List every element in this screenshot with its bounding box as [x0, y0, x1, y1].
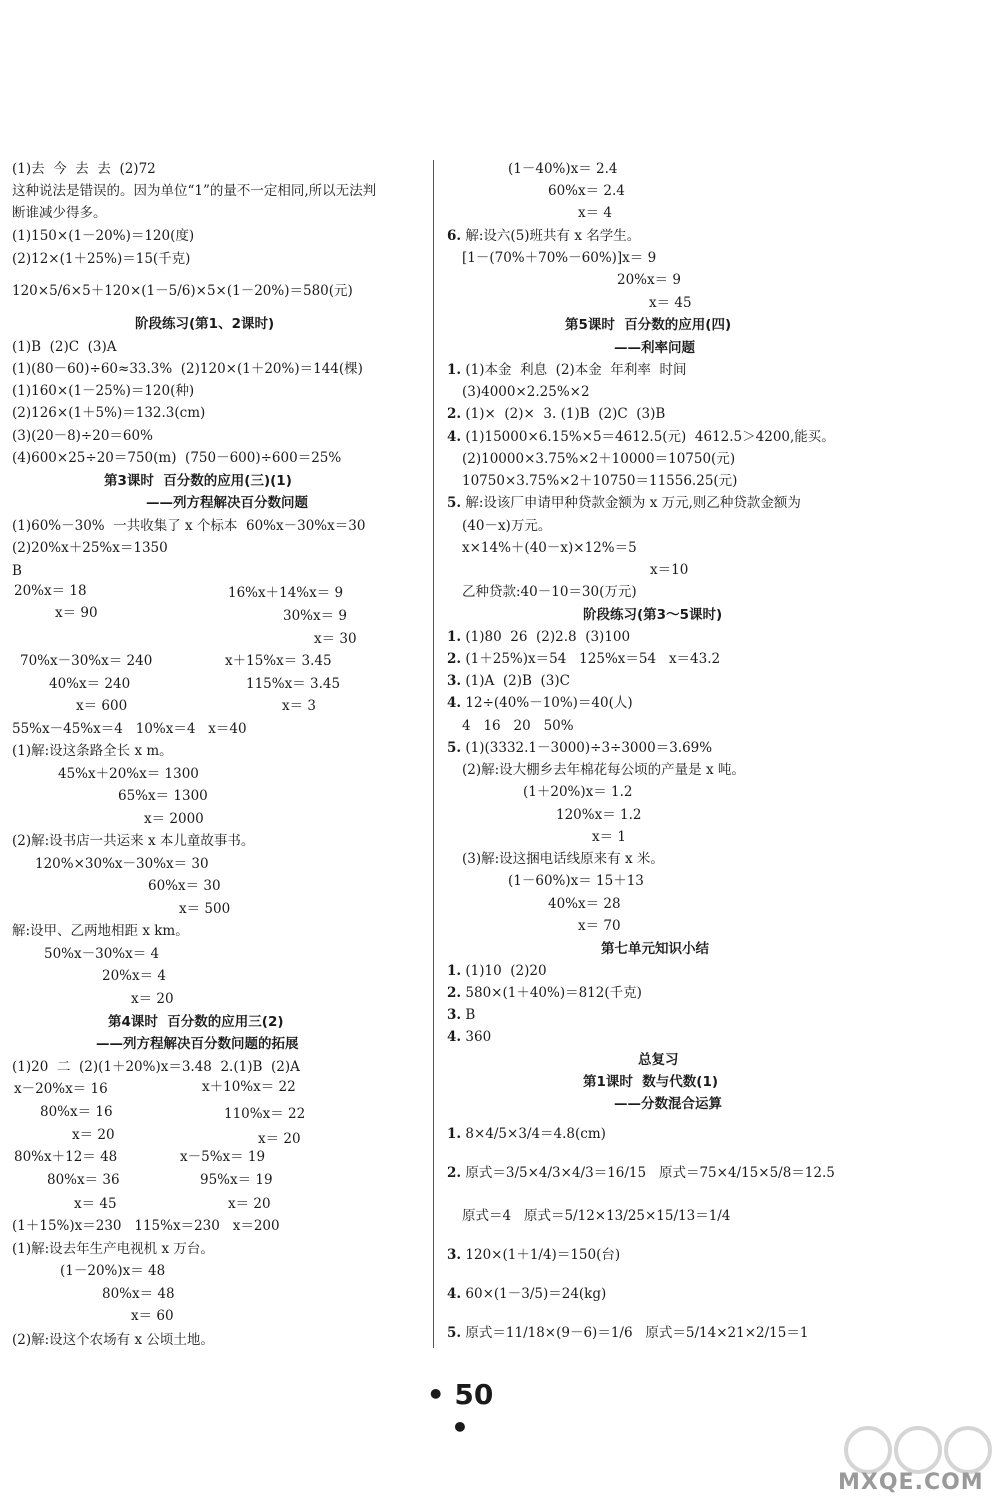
answer-line: (1－40%)x＝ 2.4 — [508, 161, 618, 177]
question-number: 4. — [447, 1029, 462, 1045]
answer-line: x＝ 3 — [282, 698, 316, 714]
answer-line: 1. 8×4/5×3/4＝4.8(cm) — [447, 1126, 606, 1142]
answer-line: 4. 12÷(40%－10%)＝40(人) — [447, 695, 633, 711]
answer-line: (1－60%)x＝ 15＋13 — [508, 873, 644, 889]
answer-line: x＋10%x＝ 22 — [202, 1079, 296, 1095]
answer-line: 2. (1)× (2)× 3. (1)B (2)C (3)B — [447, 406, 666, 422]
answer-line: (2)126×(1＋5%)＝132.3(cm) — [12, 405, 206, 421]
answer-line: x＝10 — [650, 562, 689, 578]
answer-line: (1－20%)x＝ 48 — [60, 1263, 166, 1279]
answer-line: 40%x＝ 28 — [548, 896, 621, 912]
answer-line: 80%x＝ 48 — [102, 1286, 175, 1302]
question-number: 3. — [447, 1247, 462, 1263]
answer-line: 120×5/6×5＋120×(1－5/6)×5×(1－20%)＝580(元) — [12, 283, 353, 299]
answer-line: x＋15%x＝ 3.45 — [225, 653, 332, 669]
question-number: 1. — [447, 1126, 462, 1142]
answer-line: 4. (1)15000×6.15%×5＝4612.5(元) 4612.5＞4200,能买。 — [447, 429, 835, 445]
answer-line: 55%x－45%x＝4 10%x＝4 x＝40 — [12, 721, 247, 737]
section-heading: 第1课时 数与代数(1) — [583, 1074, 719, 1090]
answer-line: (1)B (2)C (3)A — [12, 339, 117, 355]
answer-line: x＝ 20 — [258, 1131, 301, 1147]
answer-line: x＝ 4 — [578, 205, 612, 221]
answer-line: 5. 原式＝11/18×(9－6)＝1/6 原式＝5/14×21×2/15＝1 — [447, 1325, 809, 1341]
answer-line: 3. 120×(1＋1/4)＝150(台) — [447, 1247, 621, 1263]
answer-line: (2)解:设大棚乡去年棉花每公顷的产量是 x 吨。 — [462, 762, 745, 778]
question-number: 6. — [447, 228, 462, 244]
answer-line: 4. 60×(1－3/5)＝24(kg) — [447, 1286, 607, 1302]
answer-line: x＝ 70 — [578, 918, 621, 934]
answer-line: x＝ 90 — [55, 605, 98, 621]
answer-line: 3. (1)A (2)B (3)C — [447, 673, 570, 689]
question-number: 2. — [447, 985, 462, 1001]
section-heading: ——列方程解决百分数问题的拓展 — [96, 1036, 299, 1052]
section-heading: 第4课时 百分数的应用三(2) — [108, 1014, 284, 1030]
answer-line: 5. 解:设该厂申请甲种贷款金额为 x 万元,则乙种贷款金额为 — [447, 495, 801, 511]
answer-line: 3. B — [447, 1007, 476, 1023]
answer-line: (1)150×(1－20%)＝120(度) — [12, 228, 195, 244]
answer-line: x＝ 20 — [72, 1127, 115, 1143]
answer-line: (1)(80－60)÷60≈33.3% (2)120×(1＋20%)＝144(棵) — [12, 361, 363, 377]
answer-line: 2. 原式＝3/5×4/3×4/3＝16/15 原式＝75×4/15×5/8＝12.5 — [447, 1165, 835, 1181]
question-number: 2. — [447, 1165, 462, 1181]
section-heading: ——分数混合运算 — [614, 1096, 722, 1112]
watermark-text: MXQE.COM — [838, 1470, 984, 1495]
answer-line: (1＋15%)x＝230 115%x＝230 x＝200 — [12, 1218, 280, 1234]
question-number: 1. — [447, 362, 462, 378]
answer-line: 120%x＝ 1.2 — [556, 807, 642, 823]
answer-line: x－5%x＝ 19 — [180, 1149, 266, 1165]
answer-line: 40%x＝ 240 — [49, 676, 131, 692]
answer-line: 1. (1)10 (2)20 — [447, 963, 547, 979]
answer-line: 这种说法是错误的。因为单位“1”的量不一定相同,所以无法判 — [12, 183, 377, 199]
answer-line: 5. (1)(3332.1－3000)÷3÷3000＝3.69% — [447, 740, 713, 756]
question-number: 3. — [447, 1007, 462, 1023]
answer-line: 2. (1＋25%)x＝54 125%x＝54 x＝43.2 — [447, 651, 721, 667]
answer-line: (2)解:设这个农场有 x 公顷土地。 — [12, 1332, 214, 1348]
answer-line: x＝ 2000 — [144, 811, 204, 827]
answer-line: (1)160×(1－25%)＝120(种) — [12, 383, 195, 399]
question-number: 5. — [447, 1325, 462, 1341]
answer-line: B — [12, 563, 22, 579]
page-number: • 50 • — [426, 1378, 494, 1444]
answer-line: 4 16 20 50% — [462, 718, 574, 734]
section-heading: ——列方程解决百分数问题 — [146, 495, 308, 511]
section-heading: 第七单元知识小结 — [601, 941, 709, 957]
answer-line: x＝ 20 — [228, 1196, 271, 1212]
answer-line: 6. 解:设六(5)班共有 x 名学生。 — [447, 228, 641, 244]
answer-line: x＝ 45 — [74, 1196, 117, 1212]
answer-line: (1)解:设去年生产电视机 x 万台。 — [12, 1241, 214, 1257]
question-number: 1. — [447, 629, 462, 645]
answer-line: 原式＝4 原式＝5/12×13/25×15/13＝1/4 — [462, 1208, 731, 1224]
answer-line: (1)去 今 去 去 (2)72 — [12, 161, 156, 177]
answer-line: 80%x＝ 36 — [47, 1172, 120, 1188]
answer-line: 20%x＝ 9 — [617, 272, 681, 288]
answer-line: x－20%x＝ 16 — [14, 1081, 108, 1097]
answer-line: (1)60%－30% 一共收集了 x 个标本 60%x－30%x＝30 — [12, 518, 366, 534]
answer-line: 30%x＝ 9 — [283, 608, 347, 624]
question-number: 2. — [447, 651, 462, 667]
question-number: 4. — [447, 1286, 462, 1302]
question-number: 1. — [447, 963, 462, 979]
answer-line: 解:设甲、乙两地相距 x km。 — [12, 923, 189, 939]
answer-line: 乙种贷款:40－10＝30(万元) — [462, 584, 637, 600]
answer-line: 120%×30%x－30%x＝ 30 — [35, 856, 209, 872]
answer-line: 50%x－30%x＝ 4 — [44, 946, 160, 962]
answer-line: (3)4000×2.25%×2 — [462, 384, 590, 400]
question-number: 4. — [447, 695, 462, 711]
answer-line: x＝ 45 — [649, 295, 692, 311]
answer-line: x＝ 60 — [131, 1308, 174, 1324]
answer-line: 20%x＝ 18 — [14, 583, 87, 599]
answer-line: 20%x＝ 4 — [102, 968, 166, 984]
answer-line: x＝ 500 — [179, 901, 231, 917]
answer-line: 1. (1)80 26 (2)2.8 (3)100 — [447, 629, 631, 645]
answer-line: x＝ 20 — [131, 991, 174, 1007]
answer-line: (1)20 二 (2)(1＋20%)x＝3.48 2.(1)B (2)A — [12, 1059, 300, 1075]
answer-line: x×14%＋(40－x)×12%＝5 — [462, 540, 637, 556]
answer-line: 10750×3.75%×2＋10750＝11556.25(元) — [462, 473, 738, 489]
answer-line: 80%x＋12＝ 48 — [14, 1149, 118, 1165]
section-heading: 第3课时 百分数的应用(三)(1) — [104, 473, 292, 489]
answer-line: 80%x＝ 16 — [40, 1104, 113, 1120]
question-number: 2. — [447, 406, 462, 422]
answer-line: 60%x＝ 2.4 — [548, 183, 625, 199]
answer-line: 4. 360 — [447, 1029, 492, 1045]
answer-line: 45%x＋20%x＝ 1300 — [58, 766, 199, 782]
answer-line: 60%x＝ 30 — [148, 878, 221, 894]
column-divider — [433, 160, 434, 1348]
answer-line: (2)20%x＋25%x＝1350 — [12, 540, 168, 556]
question-number: 5. — [447, 740, 462, 756]
answer-line: 95%x＝ 19 — [200, 1172, 273, 1188]
answer-line: x＝ 600 — [76, 698, 128, 714]
answer-line: 1. (1)本金 利息 (2)本金 年利率 时间 — [447, 362, 687, 378]
answer-line: (40－x)万元。 — [462, 518, 552, 534]
answer-line: (3)(20－8)÷20＝60% — [12, 428, 153, 444]
answer-line: 110%x＝ 22 — [224, 1106, 306, 1122]
answer-line: 115%x＝ 3.45 — [246, 676, 341, 692]
answer-line: (3)解:设这捆电话线原来有 x 米。 — [462, 851, 664, 867]
answer-line: 65%x＝ 1300 — [118, 788, 208, 804]
answer-line: (1)解:设这条路全长 x m。 — [12, 743, 173, 759]
question-number: 4. — [447, 429, 462, 445]
section-heading: ——利率问题 — [614, 340, 695, 356]
answer-line: x＝ 30 — [314, 631, 357, 647]
answer-line: (4)600×25÷20＝750(m) (750－600)÷600＝25% — [12, 450, 342, 466]
answer-line: 16%x＋14%x＝ 9 — [228, 585, 344, 601]
answer-line: (2)10000×3.75%×2＋10000＝10750(元) — [462, 451, 736, 467]
section-heading: 第5课时 百分数的应用(四) — [565, 317, 732, 333]
answer-line: 2. 580×(1＋40%)＝812(千克) — [447, 985, 642, 1001]
answer-line: 断谁减少得多。 — [12, 205, 107, 221]
question-number: 3. — [447, 673, 462, 689]
section-heading: 阶段练习(第3～5课时) — [583, 607, 723, 623]
answer-line: [1－(70%＋70%－60%)]x＝ 9 — [462, 250, 657, 266]
answer-line: (2)12×(1＋25%)＝15(千克) — [12, 251, 191, 267]
answer-line: (2)解:设书店一共运来 x 本儿童故事书。 — [12, 833, 255, 849]
section-heading: 总复习 — [638, 1052, 679, 1068]
answer-line: x＝ 1 — [592, 829, 626, 845]
answer-line: (1＋20%)x＝ 1.2 — [523, 784, 633, 800]
section-heading: 阶段练习(第1、2课时) — [135, 316, 275, 332]
answer-line: 70%x－30%x＝ 240 — [20, 653, 153, 669]
question-number: 5. — [447, 495, 462, 511]
